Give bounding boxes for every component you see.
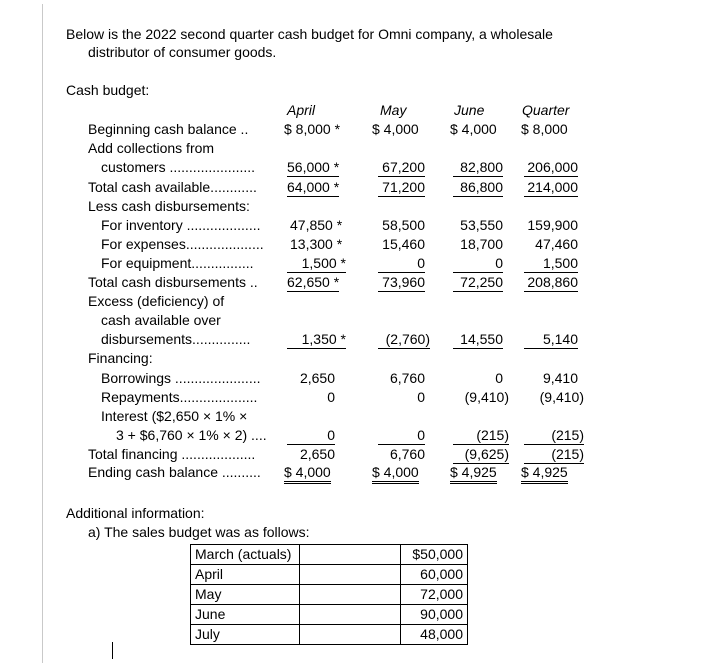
row-label: Beginning cash balance ..: [88, 121, 249, 137]
additional-item-a: a) The sales budget was as follows:: [88, 524, 310, 540]
cell-may: 0: [417, 389, 425, 405]
cell-may: 58,500: [382, 217, 425, 233]
cell-may: 6,760: [389, 446, 425, 462]
text-cursor: [112, 642, 113, 659]
cell-april: 0: [327, 389, 335, 405]
month-cell: May: [191, 585, 300, 605]
cell-april: $ 8,000 *: [284, 121, 341, 137]
amount-cell: $50,000: [401, 545, 468, 565]
additional-info-title: Additional information:: [66, 505, 205, 521]
cell-april: 1,500 *: [287, 254, 346, 273]
row-label: 3 + $6,760 × 1% × 2) ....: [116, 427, 267, 443]
row-label: customers ......................: [101, 159, 256, 175]
amount-cell: 48,000: [401, 625, 468, 645]
cell-quarter: $ 8,000: [521, 121, 568, 137]
row-label: Excess (deficiency) of: [88, 293, 225, 309]
row-label: For equipment................: [101, 255, 254, 271]
cell-april: 13,300 *: [290, 236, 343, 252]
cell-may: 0: [378, 254, 425, 273]
spacer-cell: [300, 625, 401, 645]
month-cell: April: [191, 565, 300, 585]
cell-april: 56,000 *: [287, 159, 340, 175]
cell-april: $ 4,000: [284, 463, 331, 484]
cell-may: 6,760: [389, 370, 425, 386]
cell-may: (2,760): [378, 330, 430, 349]
cell-june: 14,550: [453, 330, 503, 349]
cell-june: (9,410): [464, 389, 509, 405]
amount-cell: 90,000: [401, 605, 468, 625]
cell-june: 0: [495, 370, 503, 386]
cell-june: 53,550: [460, 217, 503, 233]
spacer-cell: [300, 545, 401, 565]
cell-quarter: 9,410: [542, 370, 578, 386]
section-title: Cash budget:: [66, 82, 150, 98]
month-cell: July: [191, 625, 300, 645]
cell-june: 0: [453, 254, 503, 273]
amount-cell: 72,000: [401, 585, 468, 605]
cell-april: 47,850 *: [290, 217, 343, 233]
row-label: For expenses....................: [101, 236, 264, 252]
cell-quarter: (215): [524, 445, 584, 464]
row-label: Ending cash balance ..........: [88, 464, 261, 480]
intro-text-continued: distributor of consumer goods.: [88, 44, 277, 60]
cell-june: 18,700: [460, 236, 503, 252]
cell-april: 62,650 *: [287, 274, 340, 290]
intro-text: Below is the 2022 second quarter cash budget for Omni company, a wholesale: [66, 26, 553, 42]
cell-june: (215): [453, 426, 509, 445]
month-cell: June: [191, 605, 300, 625]
cell-may: 67,200: [378, 158, 425, 177]
cell-june: 72,250: [453, 273, 503, 292]
cell-april: 64,000 *: [287, 179, 340, 195]
row-label: For inventory ...................: [101, 217, 261, 233]
cell-quarter: 206,000: [524, 158, 578, 177]
cell-april: 0: [287, 426, 335, 445]
row-label: Total cash disbursements ..: [88, 274, 258, 290]
sales-budget-table: [190, 544, 468, 645]
cell-may: $ 4,000: [372, 463, 419, 484]
cell-quarter: 5,140: [524, 330, 578, 349]
row-label: Interest ($2,650 × 1% ×: [101, 408, 248, 424]
row-label: Add collections from: [88, 140, 215, 156]
col-header-june: June: [454, 102, 485, 118]
table-row: [191, 565, 468, 585]
row-label: Total cash available............: [88, 179, 257, 195]
cell-quarter: 214,000: [524, 178, 578, 197]
row-label: disbursements...............: [101, 331, 251, 347]
cell-quarter: 1,500: [524, 254, 578, 273]
spacer-cell: [300, 565, 401, 585]
cell-quarter: 47,460: [535, 236, 578, 252]
amount-cell: 60,000: [401, 565, 468, 585]
cell-june: (9,625): [453, 445, 509, 464]
cell-may: 71,200: [378, 178, 425, 197]
cell-april: 2,650: [299, 370, 335, 386]
cell-may: 15,460: [382, 236, 425, 252]
cell-quarter: (215): [524, 426, 584, 445]
col-header-quarter: Quarter: [522, 102, 570, 118]
cell-quarter: (9,410): [539, 389, 584, 405]
cell-june: $ 4,000: [450, 121, 497, 137]
cell-may: 73,960: [378, 273, 425, 292]
spacer-cell: [300, 605, 401, 625]
row-label: Total financing ...................: [88, 446, 256, 462]
row-label: Repayments....................: [101, 389, 258, 405]
cell-april: 1,350 *: [287, 330, 346, 349]
cell-april: 2,650: [299, 446, 335, 462]
row-label: Less cash disbursements:: [88, 198, 250, 214]
row-label: cash available over: [101, 312, 221, 328]
cell-june: 86,800: [453, 178, 503, 197]
cell-june: $ 4,925: [450, 463, 497, 484]
cell-quarter: $ 4,925: [521, 463, 568, 484]
table-row: [191, 605, 468, 625]
spacer-cell: [300, 585, 401, 605]
cell-quarter: 159,900: [527, 217, 578, 233]
cell-may: 0: [378, 426, 425, 445]
table-row: [191, 585, 468, 605]
col-header-may: May: [380, 102, 407, 118]
row-label: Borrowings ......................: [101, 370, 261, 386]
month-cell: March (actuals): [191, 545, 300, 565]
cell-june: 82,800: [453, 158, 503, 177]
col-header-april: April: [287, 102, 316, 118]
cell-quarter: 208,860: [524, 273, 578, 292]
row-label: Financing:: [88, 350, 153, 366]
table-row: [191, 625, 468, 645]
cell-may: $ 4,000: [372, 121, 419, 137]
table-row: [191, 545, 468, 565]
